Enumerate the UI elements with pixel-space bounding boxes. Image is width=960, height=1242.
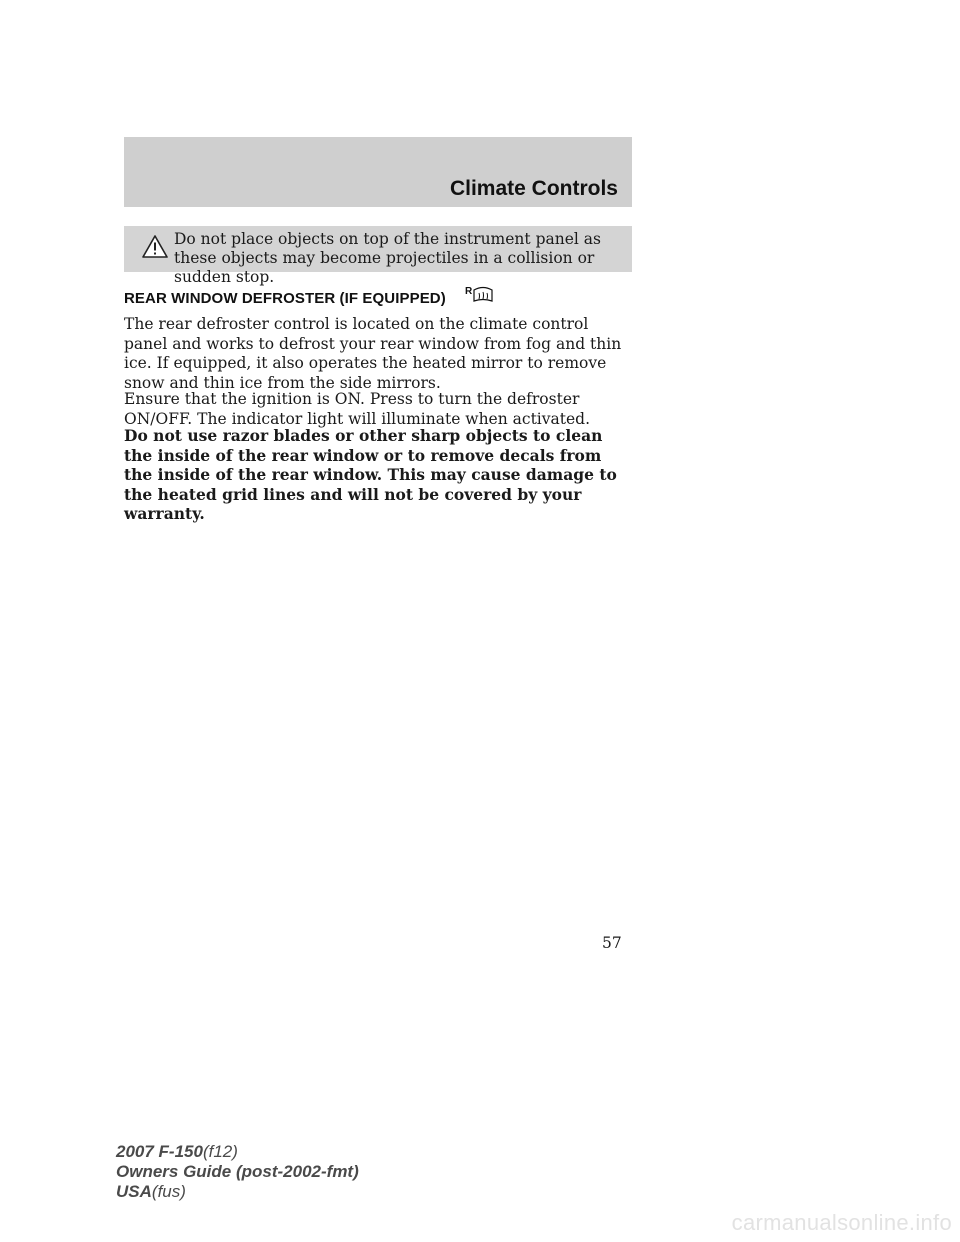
section-heading: REAR WINDOW DEFROSTER (IF EQUIPPED) [124, 290, 446, 307]
paragraph-defroster-location: The rear defroster control is located on the climate control panel and works to defrost your rear window from fog and thin ice. If equipped, it also operates the heated mirror to remove snow and thin ice from the side mirrors. [124, 315, 622, 392]
warning-triangle-icon [142, 235, 168, 258]
footer-guide-title: Owners Guide (post-2002-fmt) [116, 1162, 359, 1181]
warning-box [124, 226, 632, 286]
paragraph-defroster-operation: Ensure that the ignition is ON. Press to turn the defroster ON/OFF. The indicator light will illuminate when activated. [124, 390, 590, 428]
footer-line-2 [116, 1162, 359, 1182]
defroster-icon-letter: R [465, 286, 473, 297]
section-title: Climate Controls [449, 177, 618, 200]
footer-model-code: (f12) [202, 1142, 238, 1161]
footer-market: USA [116, 1182, 152, 1201]
footer-model: 2007 F-150 [116, 1142, 203, 1161]
document-footer [116, 1142, 359, 1202]
page-number: 57 [602, 934, 622, 952]
footer-line-3 [116, 1182, 359, 1202]
rear-defroster-icon [465, 284, 495, 306]
warning-text: Do not place objects on top of the instrument panel as these objects may become projectiles in a collision or sudden stop. [174, 230, 601, 286]
bold-caution-text: Do not use razor blades or other sharp objects to clean the inside of the rear window or to remove decals from the inside of the rear window. This may cause damage to the heated grid lines and will not be covered by your warranty. [124, 426, 617, 523]
footer-line-1 [116, 1142, 359, 1162]
watermark: carmanualsonline.info [731, 1210, 952, 1235]
section-header-band [124, 137, 632, 207]
footer-market-code: (fus) [151, 1182, 186, 1201]
